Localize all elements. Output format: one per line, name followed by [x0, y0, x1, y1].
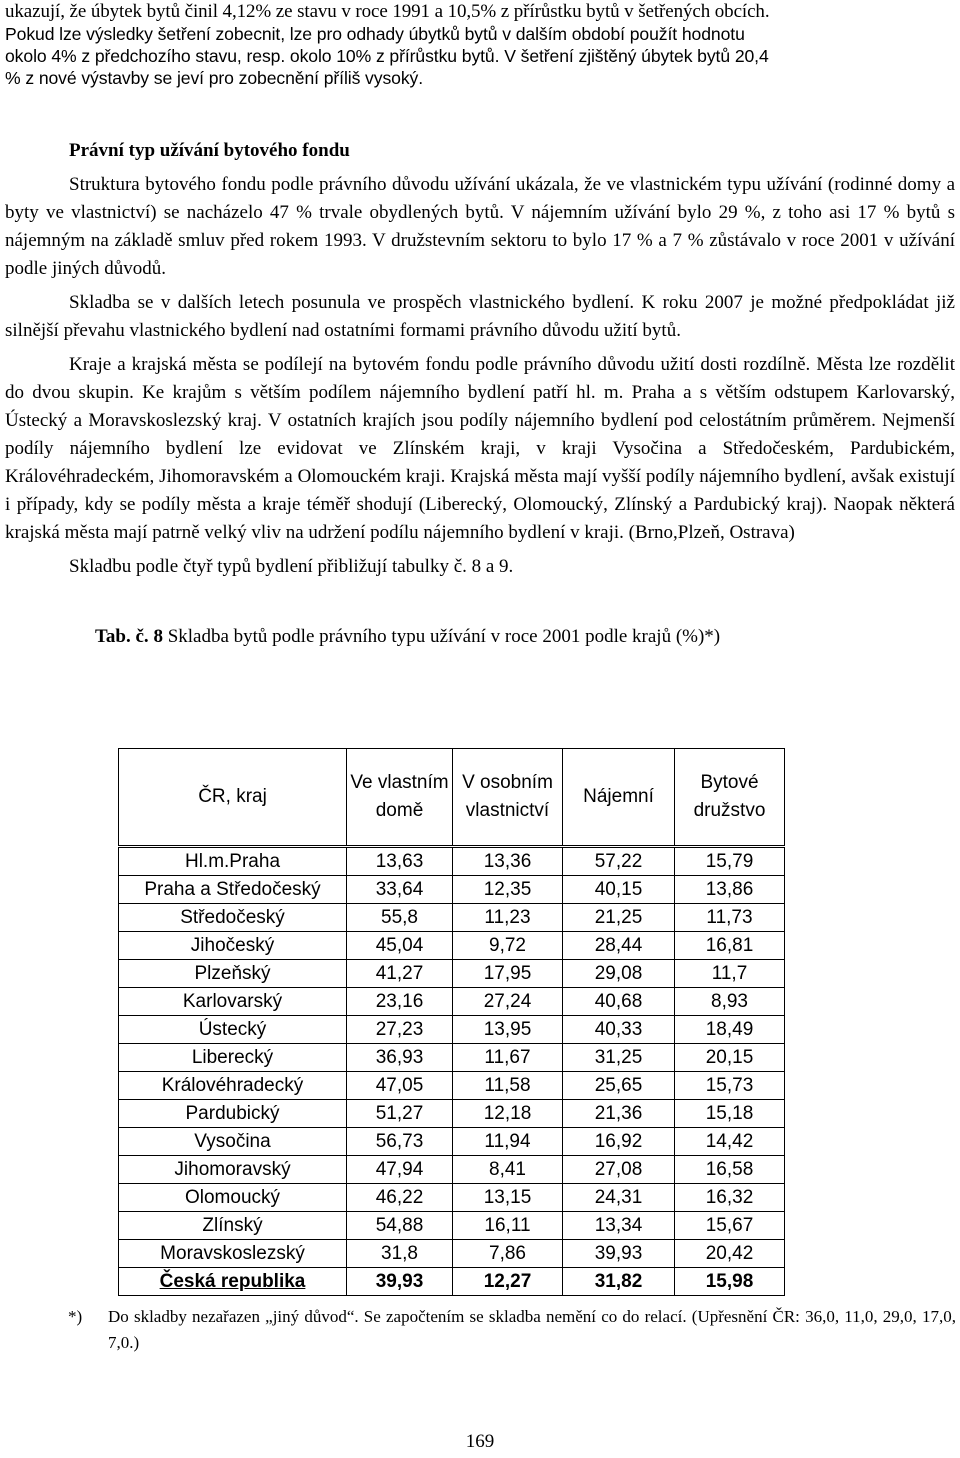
table-cell-region: Středočeský — [119, 904, 347, 932]
table-cell-value: 24,31 — [563, 1184, 675, 1212]
table-cell-value: 20,42 — [675, 1240, 785, 1268]
table-cell-value: 13,63 — [347, 847, 453, 876]
table-cell-value: 13,95 — [453, 1016, 563, 1044]
table-cell-region: Plzeňský — [119, 960, 347, 988]
table-cell-value: 11,7 — [675, 960, 785, 988]
table-cell-region: Jihočeský — [119, 932, 347, 960]
table-cell-value: 15,73 — [675, 1072, 785, 1100]
table-cell-value: 23,16 — [347, 988, 453, 1016]
table-row — [119, 1128, 785, 1156]
table-cell-value: 15,18 — [675, 1100, 785, 1128]
table-row — [119, 988, 785, 1016]
intro-line-4: % z nové výstavby se jeví pro zobecnění příliš vysoký. — [5, 68, 424, 88]
table-cell-region: Zlínský — [119, 1212, 347, 1240]
table-cell-value: 47,94 — [347, 1156, 453, 1184]
table-cell-value: 13,86 — [675, 876, 785, 904]
table-row — [119, 1044, 785, 1072]
table-row — [119, 960, 785, 988]
table-cell-value: 11,23 — [453, 904, 563, 932]
table-cell-region: Vysočina — [119, 1128, 347, 1156]
table-cell-value: 16,32 — [675, 1184, 785, 1212]
table-header-row — [119, 749, 785, 847]
table-cell-value: 13,15 — [453, 1184, 563, 1212]
table-cell-value: 33,64 — [347, 876, 453, 904]
table-cell-value: 12,35 — [453, 876, 563, 904]
table-row — [119, 1100, 785, 1128]
table-cell-value: 31,25 — [563, 1044, 675, 1072]
paragraph-shift: Skladba se v dalších letech posunula ve prospěch vlastnického bydlení. K roku 2007 je možné předpokládat již silnější převahu vlastnického bydlení nad ostatními formami právního důvodu užití bytů. — [5, 292, 955, 341]
table-row-total — [119, 1268, 785, 1296]
table-cell-value: 11,94 — [453, 1128, 563, 1156]
table-cell-value: 41,27 — [347, 960, 453, 988]
header-own-house: Ve vlastním domě — [347, 749, 453, 847]
table-cell-value: 51,27 — [347, 1100, 453, 1128]
table-row — [119, 904, 785, 932]
table-cell-value: 8,93 — [675, 988, 785, 1016]
table-cell-value: 54,88 — [347, 1212, 453, 1240]
table-row — [119, 1156, 785, 1184]
table-cell-region: Jihomoravský — [119, 1156, 347, 1184]
table-caption-text: Skladba bytů podle právního typu užívání v roce 2001 podle krajů (%)*) — [167, 626, 721, 647]
table-cell-value: 39,93 — [563, 1240, 675, 1268]
table-cell-value: 7,86 — [453, 1240, 563, 1268]
table-row — [119, 932, 785, 960]
intro-line-2: Pokud lze výsledky šetření zobecnit, lze pro odhady úbytků bytů v dalším období použít hodnotu — [5, 24, 745, 44]
header-rental: Nájemní — [563, 749, 675, 847]
table-cell-value: 14,42 — [675, 1128, 785, 1156]
table-row — [119, 1016, 785, 1044]
table-row — [119, 1240, 785, 1268]
footnote-mark: *) — [68, 1307, 83, 1326]
paragraph-structure: Struktura bytového fondu podle právního důvodu užívání ukázala, že ve vlastnickém typu užívání (rodinné domy a byty ve vlastnictví) se nacházelo 47 % trvale obydlených bytů. V nájemním užívání bylo 29 %, z toho asi 17 % bytů s nájemným na základě smluv před rokem 1993. V družstevním sektoru to bylo 17 % a 7 % zůstávalo v roce 2001 v užívání podle jiných důvodů. — [5, 174, 955, 279]
table-cell-region: Liberecký — [119, 1044, 347, 1072]
table-cell-value: 11,67 — [453, 1044, 563, 1072]
table-cell-value: 27,23 — [347, 1016, 453, 1044]
table-row — [119, 1184, 785, 1212]
table-cell-region: Hl.m.Praha — [119, 847, 347, 876]
table-cell-value: 11,58 — [453, 1072, 563, 1100]
table-cell-value: 27,08 — [563, 1156, 675, 1184]
table-cell-value: 36,93 — [347, 1044, 453, 1072]
header-personal-ownership: V osobním vlastnictví — [453, 749, 563, 847]
intro-line-3: okolo 4% z předchozího stavu, resp. okolo 10% z přírůstku bytů. V šetření zjištěný úbytek bytů 20,4 — [5, 46, 769, 66]
table-cell-value: 45,04 — [347, 932, 453, 960]
table-cell-value: 55,8 — [347, 904, 453, 932]
table-cell-value: 56,73 — [347, 1128, 453, 1156]
total-cell-region: Česká republika — [119, 1268, 347, 1296]
table-cell-value: 18,49 — [675, 1016, 785, 1044]
table-caption — [5, 625, 955, 649]
table-cell-value: 13,34 — [563, 1212, 675, 1240]
total-cell-value: 31,82 — [563, 1268, 675, 1296]
table-cell-value: 16,11 — [453, 1212, 563, 1240]
table-caption-prefix: Tab. č. — [95, 626, 149, 647]
table-row — [119, 847, 785, 876]
table-cell-value: 31,8 — [347, 1240, 453, 1268]
table-cell-value: 46,22 — [347, 1184, 453, 1212]
intro-paragraph — [5, 0, 955, 89]
table-cell-value: 16,58 — [675, 1156, 785, 1184]
table-row — [119, 1072, 785, 1100]
header-region: ČR, kraj — [119, 749, 347, 847]
table-body — [119, 847, 785, 1296]
table-cell-region: Karlovarský — [119, 988, 347, 1016]
table-cell-value: 21,36 — [563, 1100, 675, 1128]
table-cell-value: 17,95 — [453, 960, 563, 988]
table-cell-value: 9,72 — [453, 932, 563, 960]
intro-line-1: ukazují, že úbytek bytů činil 4,12% ze stavu v roce 1991 a 10,5% z přírůstku bytů v šetřených obcích. — [5, 1, 770, 22]
table-cell-region: Moravskoslezský — [119, 1240, 347, 1268]
table-cell-region: Ústecký — [119, 1016, 347, 1044]
table-cell-value: 40,68 — [563, 988, 675, 1016]
table-cell-value: 15,67 — [675, 1212, 785, 1240]
page-number: 169 — [465, 1431, 495, 1452]
document-page — [5, 0, 955, 649]
footnote-text: Do skladby nezařazen „jiný důvod“. Se započtením se skladba nemění co do relací. (Upřesnění ČR: 36,0, 11,0, 29,0, 17,0, 7,0.) — [108, 1307, 956, 1352]
table-row — [119, 876, 785, 904]
table-cell-value: 21,25 — [563, 904, 675, 932]
table-cell-region: Olomoucký — [119, 1184, 347, 1212]
table-row — [119, 1212, 785, 1240]
housing-structure-table — [118, 748, 785, 1296]
table-cell-value: 40,15 — [563, 876, 675, 904]
total-cell-value: 12,27 — [453, 1268, 563, 1296]
total-cell-value: 15,98 — [675, 1268, 785, 1296]
table-cell-value: 29,08 — [563, 960, 675, 988]
table-cell-value: 25,65 — [563, 1072, 675, 1100]
table-caption-number: 8 — [153, 626, 163, 647]
table-cell-value: 47,05 — [347, 1072, 453, 1100]
table-cell-value: 15,79 — [675, 847, 785, 876]
paragraph-tables-ref: Skladbu podle čtyř typů bydlení přibližují tabulky č. 8 a 9. — [69, 556, 514, 577]
table-cell-region: Královéhradecký — [119, 1072, 347, 1100]
table-cell-value: 16,92 — [563, 1128, 675, 1156]
table-cell-value: 12,18 — [453, 1100, 563, 1128]
table-cell-value: 13,36 — [453, 847, 563, 876]
table-cell-value: 16,81 — [675, 932, 785, 960]
table-cell-value: 20,15 — [675, 1044, 785, 1072]
total-cell-value: 39,93 — [347, 1268, 453, 1296]
table-cell-value: 27,24 — [453, 988, 563, 1016]
table-cell-value: 40,33 — [563, 1016, 675, 1044]
paragraph-regions: Kraje a krajská města se podílejí na bytovém fondu podle právního důvodu užití dosti rozdílně. Města lze rozdělit do dvou skupin. Ke krajům s větším podílem nájemního bydlení patří hl. m. Praha a s větším odstupem Karlovarský, Ústecký a Moravskoslezský kraj. V ostatních krajích jsou podíly nájemního bydlení pod celostátním průměrem. Nejmenší podíly nájemního bydlení lze evidovat ve Zlínském kraji, v kraji Vysočina a Středočeském, Pardubickém, Královéhradeckém, Jihomoravském a Olomouckém kraji. Krajská města mají vyšší podíly nájemního bydlení, avšak existují i případy, kdy se podíly města a kraje téměř shodují (Liberecký, Olomoucký, Zlínský a Pardubický kraj). Naopak některá krajská města mají patrně velký vliv na udržení podílu nájemního bydlení v kraji. (Brno,Plzeň, Ostrava) — [5, 354, 955, 543]
table-cell-region: Pardubický — [119, 1100, 347, 1128]
table-cell-value: 11,73 — [675, 904, 785, 932]
table-cell-value: 28,44 — [563, 932, 675, 960]
section-heading: Právní typ užívání bytového fondu — [69, 140, 350, 161]
table-cell-value: 57,22 — [563, 847, 675, 876]
table-footnote — [68, 1304, 956, 1356]
header-cooperative: Bytové družstvo — [675, 749, 785, 847]
table-cell-region: Praha a Středočeský — [119, 876, 347, 904]
table-cell-value: 8,41 — [453, 1156, 563, 1184]
